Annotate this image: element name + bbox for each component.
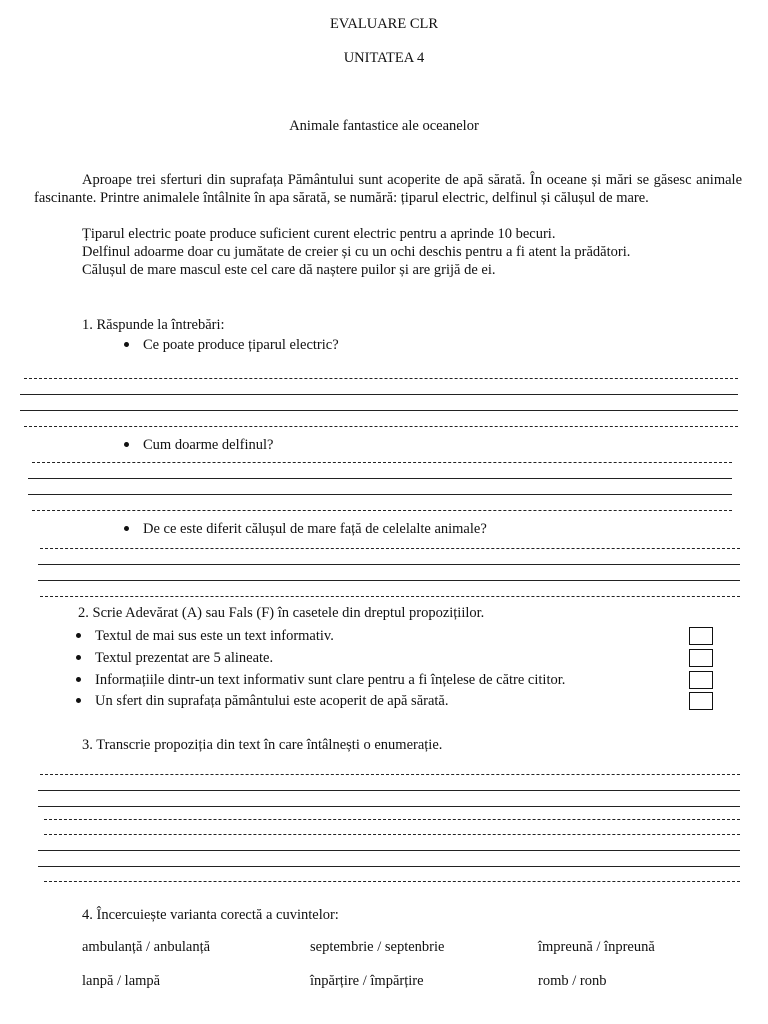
- answer-line[interactable]: [38, 866, 740, 867]
- answer-line[interactable]: [38, 790, 740, 791]
- answer-line[interactable]: [40, 548, 740, 549]
- answer-line[interactable]: [20, 394, 738, 395]
- word-option[interactable]: înpărțire / împărțire: [310, 973, 424, 989]
- answer-line[interactable]: [38, 850, 740, 851]
- answer-line[interactable]: [40, 774, 740, 775]
- word-option[interactable]: septembrie / septenbrie: [310, 939, 445, 955]
- statement-2: Textul prezentat are 5 alineate.: [76, 650, 273, 667]
- bullet-icon: [76, 698, 81, 703]
- answer-line[interactable]: [32, 510, 732, 511]
- statement-3: Informațiile dintr-un text informativ sunt clare pentru a fi înțelese de către cititor.: [76, 672, 565, 689]
- answer-line[interactable]: [32, 462, 732, 463]
- answer-line[interactable]: [24, 378, 738, 379]
- bullet-icon: [124, 526, 129, 531]
- answer-box[interactable]: [689, 627, 713, 645]
- bullet-icon: [76, 677, 81, 682]
- answer-line[interactable]: [20, 410, 738, 411]
- answer-line[interactable]: [44, 834, 740, 835]
- word-option[interactable]: lanpă / lampă: [82, 973, 161, 989]
- answer-line[interactable]: [44, 819, 740, 820]
- answer-line[interactable]: [38, 564, 740, 565]
- answer-line[interactable]: [40, 596, 740, 597]
- word-option[interactable]: ambulanță / anbulanță: [82, 939, 211, 955]
- text-paragraph-1: Aproape trei sferturi din suprafața Pământului sunt acoperite de apă sărată. În oceane și mări se găsesc animale fascinante. Printre animalele întâlnite în apa sărată, se numără: țiparul electric, delfinul și călușul de mare.: [34, 172, 742, 206]
- question-4-title: 4. Încercuiește varianta corectă a cuvintelor:: [82, 907, 339, 923]
- bullet-icon: [124, 342, 129, 347]
- bullet-icon: [76, 633, 81, 638]
- answer-box[interactable]: [689, 692, 713, 710]
- question-1-item-1: Ce poate produce țiparul electric?: [124, 337, 339, 354]
- question-1-title: 1. Răspunde la întrebări:: [82, 317, 225, 333]
- bullet-icon: [76, 655, 81, 660]
- question-1-item-3: De ce este diferit călușul de mare față de celelalte animale?: [124, 521, 487, 538]
- text-paragraph-3: Delfinul adoarme doar cu jumătate de creier și cu un ochi deschis pentru a fi atent la prădători.: [82, 244, 631, 260]
- answer-line[interactable]: [44, 881, 740, 882]
- text-paragraph-4: Călușul de mare mascul este cel care dă naștere puilor și are grijă de ei.: [82, 262, 496, 278]
- bullet-icon: [124, 442, 129, 447]
- answer-line[interactable]: [24, 426, 738, 427]
- question-1-item-2: Cum doarme delfinul?: [124, 437, 273, 454]
- text-paragraph-2: Țiparul electric poate produce suficient curent electric pentru a aprinde 10 becuri.: [82, 226, 556, 242]
- question-2-title: 2. Scrie Adevărat (A) sau Fals (F) în casetele din dreptul propozițiilor.: [78, 605, 485, 621]
- word-option[interactable]: împreună / înpreună: [538, 939, 655, 955]
- answer-line[interactable]: [28, 494, 732, 495]
- statement-4: Un sfert din suprafața pământului este acoperit de apă sărată.: [76, 693, 449, 710]
- answer-line[interactable]: [28, 478, 732, 479]
- question-3-title: 3. Transcrie propoziția din text în care întâlnești o enumerație.: [82, 737, 443, 753]
- word-option[interactable]: romb / ronb: [538, 973, 607, 989]
- answer-line[interactable]: [38, 806, 740, 807]
- answer-box[interactable]: [689, 649, 713, 667]
- text-title: Animale fantastice ale oceanelor: [289, 118, 479, 134]
- answer-line[interactable]: [38, 580, 740, 581]
- answer-box[interactable]: [689, 671, 713, 689]
- unit-label: UNITATEA 4: [343, 50, 425, 66]
- statement-1: Textul de mai sus este un text informativ.: [76, 628, 334, 645]
- page-title: EVALUARE CLR: [329, 16, 439, 32]
